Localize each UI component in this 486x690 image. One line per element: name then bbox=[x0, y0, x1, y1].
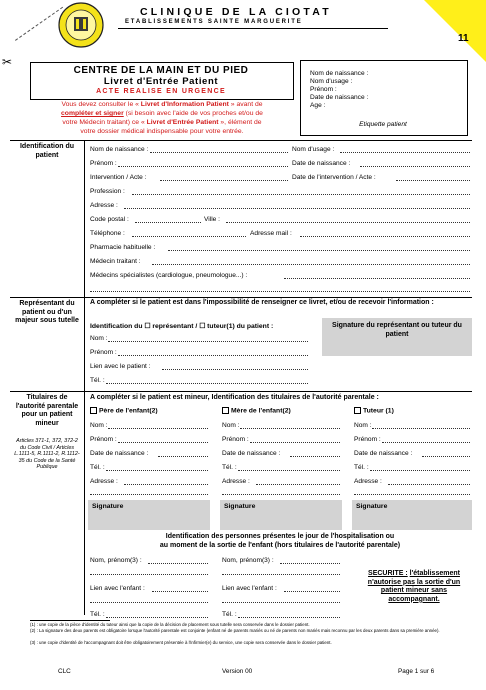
patient-adresse-label: Adresse : bbox=[90, 202, 118, 209]
mere-tel-field[interactable] bbox=[238, 470, 340, 471]
rep-intro: A compléter si le patient est dans l'impossibilité de renseigner ce livret, et/ou de recevoir l'information : bbox=[90, 299, 434, 306]
patient-date-naissance-label: Date de naissance : bbox=[292, 160, 351, 167]
mere-prenom-label: Prénom : bbox=[222, 436, 249, 443]
rep-ident-text: Identification du ☐ représentant / ☐ tuteur(1) du patient : bbox=[90, 323, 274, 330]
pere-adresse-field[interactable] bbox=[124, 484, 208, 485]
patient-medecin-label: Médecin traitant : bbox=[90, 258, 141, 265]
patient-ville-field[interactable] bbox=[226, 222, 470, 223]
rep-top-rule bbox=[10, 297, 472, 298]
pere-tel-label: Tél. : bbox=[90, 464, 105, 471]
rep-signature-label: Signature du représentant ou tuteur du patient bbox=[332, 322, 462, 338]
presents-lien-2-label: Lien avec l'enfant : bbox=[222, 585, 277, 592]
notice-part: (si besoin avec l'aide de vos proches et/ou de bbox=[123, 110, 263, 117]
presents-lien-1-field[interactable] bbox=[152, 591, 208, 592]
presents-lien-1-field-2[interactable] bbox=[90, 602, 208, 603]
patient-intervention-label: Intervention / Acte : bbox=[90, 174, 147, 181]
clinic-logo bbox=[58, 2, 104, 48]
label-nom-usage: Nom d'usage : bbox=[310, 78, 353, 85]
section-divider bbox=[84, 140, 85, 615]
notice-part: Livret d'Entrée Patient bbox=[146, 119, 219, 126]
pere-adresse-label: Adresse : bbox=[90, 478, 118, 485]
securite-text: l'établissement n'autorise pas la sortie d'un patient mineur sans accompagnant. bbox=[367, 570, 461, 603]
tuteur-adresse-label: Adresse : bbox=[354, 478, 382, 485]
patient-telephone-label: Téléphone : bbox=[90, 230, 125, 237]
document-subtitle: Livret d'Entrée Patient bbox=[103, 76, 219, 87]
parents-col-pere bbox=[90, 407, 158, 414]
notice-part: votre dossier médical indispensable pour votre entrée. bbox=[80, 128, 244, 135]
pere-signature-label: Signature bbox=[92, 503, 124, 510]
tuteur-nom-field[interactable] bbox=[372, 428, 470, 429]
patient-prenom-label: Prénom : bbox=[90, 160, 117, 167]
mere-nom-field[interactable] bbox=[240, 428, 340, 429]
mere-checkbox[interactable] bbox=[222, 407, 229, 414]
pere-date-field[interactable] bbox=[158, 456, 208, 457]
cut-line bbox=[15, 7, 63, 41]
footer-left: CLC bbox=[58, 668, 71, 675]
patient-profession-label: Profession : bbox=[90, 188, 125, 195]
mere-date-label: Date de naissance : bbox=[222, 450, 281, 457]
tuteur-date-label: Date de naissance : bbox=[354, 450, 413, 457]
presents-nom-1-field-2[interactable] bbox=[90, 574, 208, 575]
footnote-rule bbox=[30, 620, 110, 621]
tuteur-nom-label: Nom : bbox=[354, 422, 372, 429]
pere-date-label: Date de naissance : bbox=[90, 450, 149, 457]
presents-lien-2-field[interactable] bbox=[284, 591, 340, 592]
footnote-2: (2) : La signature des deux parents est obligatoire lorsque l'autorité parentale est conjointe (enfant né de parents mariés ou né de parents non mariés mais reconnu par les deux parents dans sa première année). bbox=[30, 628, 440, 633]
notice-part: » avant de bbox=[228, 101, 263, 108]
label-date-naissance: Date de naissance : bbox=[310, 94, 369, 101]
parents-col-mere-label: Mère de l'enfant(2) bbox=[231, 407, 291, 415]
parents-top-rule bbox=[10, 391, 472, 392]
presents-tel-1-label: Tél. : bbox=[90, 611, 105, 618]
pere-nom-label: Nom : bbox=[90, 422, 108, 429]
presents-tel-2-label: Tél. : bbox=[222, 611, 237, 618]
label-prenom: Prénom : bbox=[310, 86, 337, 93]
header-rule bbox=[118, 28, 388, 29]
patient-pharmacie-field[interactable] bbox=[168, 250, 470, 251]
patient-code-postal-field[interactable] bbox=[135, 222, 201, 223]
mere-nom-label: Nom : bbox=[222, 422, 240, 429]
footer-center: Version 00 bbox=[222, 668, 253, 675]
notice-part: compléter et signer bbox=[61, 110, 124, 117]
section-parents-title: Titulaires de l'autorité parentale pour un patient mineur bbox=[15, 394, 79, 427]
patient-specialistes-label: Médecins spécialistes (cardiologue, pneumologue...) : bbox=[90, 272, 248, 279]
securite-notice bbox=[358, 570, 470, 604]
patient-intervention-field[interactable] bbox=[160, 180, 288, 181]
patient-mail-label: Adresse mail : bbox=[250, 230, 292, 237]
rep-nom-field[interactable] bbox=[108, 341, 308, 342]
pere-nom-field[interactable] bbox=[108, 428, 208, 429]
patient-code-postal-label: Code postal : bbox=[90, 216, 129, 223]
patient-nom-usage-label: Nom d'usage : bbox=[292, 146, 335, 153]
patient-adresse-field[interactable] bbox=[124, 208, 470, 209]
mere-adresse-label: Adresse : bbox=[222, 478, 250, 485]
patient-mail-field[interactable] bbox=[300, 236, 470, 237]
rep-lien-field[interactable] bbox=[162, 369, 308, 370]
rep-tel-field[interactable] bbox=[106, 383, 308, 384]
patient-date-intervention-label: Date de l'intervention / Acte : bbox=[292, 174, 376, 181]
footnote-1: (1) : une copie de la pièce d'identité du tuteur ainsi que la copie de la décision de placement sous tutelle sera conservée dans le dossier patient. bbox=[30, 622, 310, 627]
presents-nom-2-field[interactable] bbox=[280, 563, 340, 564]
clinic-subtitle: ETABLISSEMENTS SAINTE MARGUERITE bbox=[125, 19, 303, 25]
presents-lien-2-field-2[interactable] bbox=[222, 602, 340, 603]
tuteur-tel-label: Tél. : bbox=[354, 464, 369, 471]
presents-tel-2-field[interactable] bbox=[238, 617, 340, 618]
parents-col-mere bbox=[222, 407, 291, 414]
urgency-label: ACTE REALISE EN URGENCE bbox=[96, 88, 226, 95]
tuteur-adresse-field[interactable] bbox=[388, 484, 470, 485]
rep-prenom-label: Prénom : bbox=[90, 349, 117, 356]
mere-adresse-field-2[interactable] bbox=[222, 494, 340, 495]
mere-signature-label: Signature bbox=[224, 503, 256, 510]
label-age: Age : bbox=[310, 102, 326, 109]
mere-tel-label: Tél. : bbox=[222, 464, 237, 471]
patient-date-naissance-field[interactable] bbox=[360, 166, 470, 167]
tuteur-adresse-field-2[interactable] bbox=[354, 494, 470, 495]
tuteur-signature-label: Signature bbox=[356, 503, 388, 510]
mere-date-field[interactable] bbox=[290, 456, 340, 457]
pere-checkbox[interactable] bbox=[90, 407, 97, 414]
presents-nom-1-label: Nom, prénom(3) : bbox=[90, 557, 142, 564]
notice-text bbox=[28, 100, 296, 136]
patient-ville-label: Ville : bbox=[204, 216, 221, 223]
tuteur-prenom-field[interactable] bbox=[382, 442, 470, 443]
patient-profession-field[interactable] bbox=[132, 194, 470, 195]
patient-prenom-field[interactable] bbox=[118, 166, 288, 167]
tuteur-prenom-label: Prénom : bbox=[354, 436, 381, 443]
presents-tel-1-field[interactable] bbox=[106, 617, 208, 618]
tuteur-date-field[interactable] bbox=[422, 456, 470, 457]
presents-nom-2-field-2[interactable] bbox=[222, 574, 340, 575]
section-patient-title: Identification du patient bbox=[19, 143, 75, 159]
patient-nom-usage-field[interactable] bbox=[340, 152, 470, 153]
patient-telephone-field[interactable] bbox=[132, 236, 246, 237]
mere-adresse-field[interactable] bbox=[256, 484, 340, 485]
presents-nom-2-label: Nom, prénom(3) : bbox=[222, 557, 274, 564]
rep-prenom-field[interactable] bbox=[118, 355, 308, 356]
patient-specialistes-field[interactable] bbox=[284, 278, 470, 279]
patient-nom-naissance-label: Nom de naissance : bbox=[90, 146, 149, 153]
pere-tel-field[interactable] bbox=[106, 470, 208, 471]
patient-medecin-field[interactable] bbox=[152, 264, 470, 265]
presents-title-2: au moment de la sortie de l'enfant (hors titulaires de l'autorité parentale) bbox=[159, 542, 401, 549]
parents-col-pere-label: Père de l'enfant(2) bbox=[99, 407, 158, 415]
notice-part: », élément de bbox=[218, 119, 262, 126]
securite-label: SECURITE : bbox=[368, 570, 408, 577]
patient-date-intervention-field[interactable] bbox=[396, 180, 470, 181]
footer-right: Page 1 sur 6 bbox=[398, 668, 435, 675]
label-caption: Etiquette patient bbox=[359, 121, 407, 128]
pere-prenom-label: Prénom : bbox=[90, 436, 117, 443]
section-rep-title: Représentant du patient ou d'un majeur sous tutelle bbox=[15, 300, 79, 324]
rep-tel-label: Tél. : bbox=[90, 377, 105, 384]
notice-part: votre Médecin traitant) ce « bbox=[62, 119, 147, 126]
parents-col-tuteur-label: Tuteur (1) bbox=[363, 407, 394, 415]
parents-col-tuteur bbox=[354, 407, 394, 414]
frame-top bbox=[10, 140, 472, 141]
label-nom-naissance: Nom de naissance : bbox=[310, 70, 369, 77]
pere-adresse-field-2[interactable] bbox=[90, 494, 208, 495]
parents-intro: A compléter si le patient est mineur, Identification des titulaires de l'autorité parentale : bbox=[90, 394, 379, 401]
patient-specialistes-field-2[interactable] bbox=[90, 291, 470, 292]
rep-ident bbox=[90, 322, 273, 330]
rep-nom-label: Nom : bbox=[90, 335, 108, 342]
notice-part: Vous devez consulter le « bbox=[61, 101, 141, 108]
footnote-3: (3) : une copie d'identité de l'accompagnant doit être obligatoirement présentée à l'infirmier(e) du service, une copie sera conservée dans le dossier patient. bbox=[30, 640, 332, 645]
mere-prenom-field[interactable] bbox=[250, 442, 340, 443]
clinic-name: CLINIQUE DE LA CIOTAT bbox=[140, 6, 332, 18]
corner-triangle bbox=[424, 0, 486, 62]
rep-lien-label: Lien avec le patient : bbox=[90, 363, 151, 370]
page-badge: 11 bbox=[458, 33, 469, 44]
pere-prenom-field[interactable] bbox=[118, 442, 208, 443]
document-title: CENTRE DE LA MAIN ET DU PIED bbox=[73, 65, 249, 76]
patient-nom-naissance-field[interactable] bbox=[150, 152, 288, 153]
presents-lien-1-label: Lien avec l'enfant : bbox=[90, 585, 145, 592]
tuteur-tel-field[interactable] bbox=[370, 470, 470, 471]
section-parents-refs: Articles 371-1, 372, 372-2 du Code Civil / Articles L.1111-5, R.1111-2, R.1112-35 du Code de la Santé Publique bbox=[14, 438, 80, 471]
patient-pharmacie-label: Pharmacie habituelle : bbox=[90, 244, 156, 251]
presents-title-1: Identification des personnes présentes le jour de l'hospitalisation ou bbox=[165, 533, 395, 540]
notice-part: Livret d'Information Patient bbox=[140, 101, 229, 108]
presents-nom-1-field[interactable] bbox=[148, 563, 208, 564]
tuteur-checkbox[interactable] bbox=[354, 407, 361, 414]
scissors-icon: ✂ bbox=[2, 55, 13, 69]
